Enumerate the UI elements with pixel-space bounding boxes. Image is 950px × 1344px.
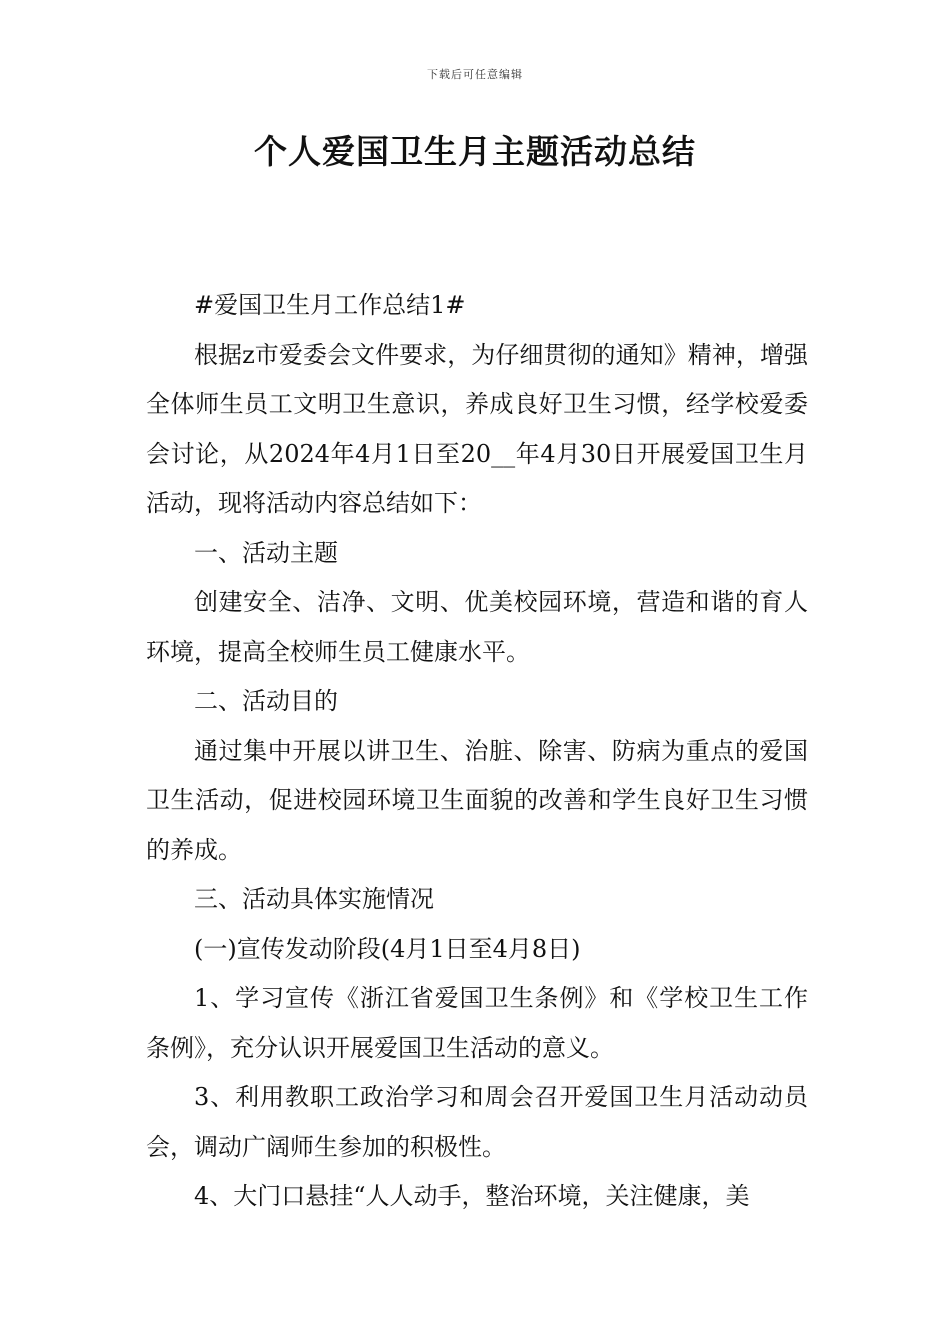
list-item-3: 3、利用教职工政治学习和周会召开爱国卫生月活动动员会，调动广阔师生参加的积极性。 [146, 1083, 808, 1161]
document-body [146, 281, 808, 1222]
list-item-1: 1、学习宣传《浙江省爱国卫生条例》和《学校卫生工作条例》，充分认识开展爱国卫生活动的意义。 [146, 984, 808, 1062]
section-heading-theme: 一、活动主题 [194, 538, 338, 567]
section-heading-summary-1: #爱国卫生月工作总结1# [194, 291, 466, 319]
paragraph-intro: 根据z市爱委会文件要求，为仔细贯彻的通知》精神，增强全体师生员工文明卫生意识，养成良好卫生习惯，经学校爱委会讨论，从2024年4月1日至20__年4月30日开展爱国卫生月活动，现将活动内容总结如下： [146, 340, 808, 517]
section-heading-purpose: 二、活动目的 [194, 687, 338, 715]
subsection-heading-publicity: (一)宣传发动阶段(4月1日至4月8日) [194, 934, 581, 963]
list-item-4: 4、大门口悬挂“人人动手，整治环境，关注健康，美 [194, 1182, 750, 1210]
section-heading-implementation: 三、活动具体实施情况 [194, 885, 434, 913]
paragraph-theme: 创建安全、洁净、文明、优美校园环境，营造和谐的育人环境，提高全校师生员工健康水平。 [146, 588, 808, 666]
page-header-note: 下载后可任意编辑 [427, 68, 523, 81]
paragraph-purpose: 通过集中开展以讲卫生、治脏、除害、防病为重点的爱国卫生活动，促进校园环境卫生面貌的改善和学生良好卫生习惯的养成。 [146, 736, 808, 864]
document-title: 个人爱国卫生月主题活动总结 [254, 132, 696, 171]
